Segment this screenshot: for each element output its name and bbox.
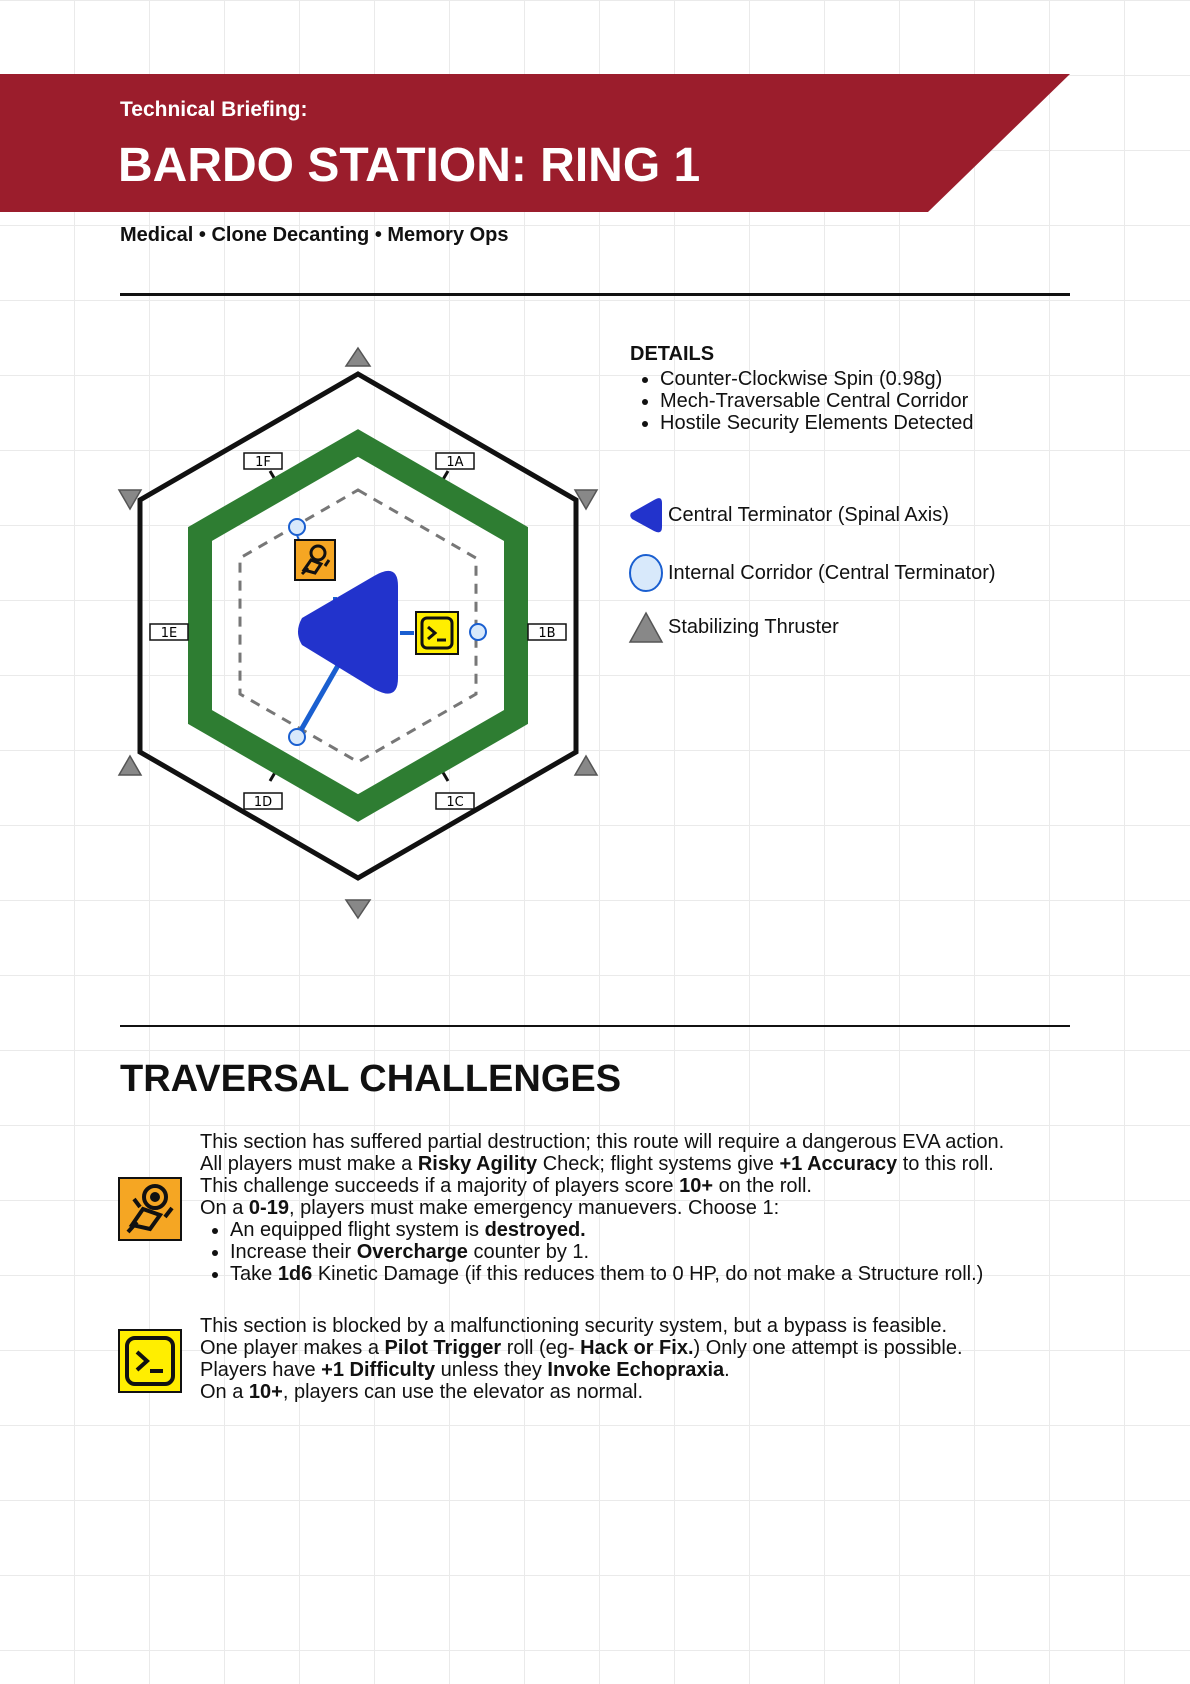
svg-text:1C: 1C	[446, 795, 464, 810]
challenge-option: • Increase their Overcharge counter by 1.	[230, 1241, 1080, 1263]
legend-item-thruster	[628, 611, 1088, 647]
details-list	[630, 368, 1050, 434]
corridor-node-icon	[470, 624, 486, 640]
legend-item-corridor	[628, 553, 1088, 589]
challenge-hack	[118, 1315, 1078, 1415]
eva-astronaut-icon	[118, 1177, 182, 1241]
section-label-1B	[528, 624, 566, 641]
details-item: • Mech-Traversable Central Corridor	[660, 390, 1050, 412]
eva-astronaut-icon	[295, 540, 335, 580]
corridor-node-icon	[289, 519, 305, 535]
details-item: • Counter-Clockwise Spin (0.98g)	[660, 368, 1050, 390]
section-title: TRAVERSAL CHALLENGES	[120, 1058, 622, 1100]
challenge-hack-text	[200, 1315, 1080, 1403]
challenge-line: This section has suffered partial destruction; this route will require a dangerous EVA action.	[200, 1131, 1005, 1153]
terminator-icon	[628, 497, 664, 533]
section-label-1E	[150, 624, 188, 641]
section-label-1A	[436, 453, 474, 470]
corridor-line	[297, 662, 340, 737]
corridor-node-icon	[289, 729, 305, 745]
details-item: • Hostile Security Elements Detected	[660, 412, 1050, 434]
central-terminator	[298, 571, 398, 694]
challenge-option: • Take 1d6 Kinetic Damage (if this reduces them to 0 HP, do not make a Structure roll.)	[230, 1263, 1080, 1285]
thruster-icon	[346, 348, 370, 366]
challenge-line: This challenge succeeds if a majority of players score 10+ on the roll.	[200, 1175, 812, 1197]
challenge-line: One player makes a Pilot Trigger roll (eg- Hack or Fix.) Only one attempt is possible.	[200, 1337, 963, 1359]
challenge-option: • An equipped flight system is destroyed.	[230, 1219, 1080, 1241]
legend-label: Stabilizing Thruster	[668, 616, 839, 638]
challenge-line: On a 0-19, players must make emergency manuevers. Choose 1:	[200, 1197, 780, 1219]
legend-label: Internal Corridor (Central Terminator)	[668, 562, 996, 584]
svg-text:1F: 1F	[255, 455, 271, 470]
challenge-eva	[118, 1131, 1078, 1291]
thruster-icon	[575, 756, 597, 775]
challenge-options	[200, 1219, 1080, 1285]
challenge-eva-text	[200, 1131, 1080, 1285]
svg-text:1D: 1D	[253, 795, 273, 810]
section-label-1C	[436, 793, 474, 810]
svg-text:1A: 1A	[446, 455, 464, 470]
terminal-icon	[416, 612, 458, 654]
svg-text:1B: 1B	[538, 626, 556, 641]
challenge-line: On a 10+, players can use the elevator as normal.	[200, 1381, 644, 1403]
section-label-1D	[244, 793, 282, 810]
station-tagline: Medical • Clone Decanting • Memory Ops	[120, 224, 509, 246]
legend-item-terminator	[628, 497, 1088, 533]
thruster-icon	[346, 900, 370, 918]
terminal-icon	[118, 1329, 182, 1393]
challenge-line: Players have +1 Difficulty unless they Invoke Echopraxia.	[200, 1359, 730, 1381]
divider-bottom	[120, 1025, 1070, 1027]
divider-top	[120, 293, 1070, 296]
details-heading: DETAILS	[630, 343, 715, 365]
page-title: BARDO STATION: RING 1	[118, 139, 701, 192]
thruster-icon	[119, 756, 141, 775]
corridor-node-icon	[628, 553, 664, 593]
station-ring-diagram	[110, 340, 610, 935]
thruster-icon	[628, 611, 664, 645]
challenge-line: This section is blocked by a malfunctioning security system, but a bypass is feasible.	[200, 1315, 948, 1337]
legend-label: Central Terminator (Spinal Axis)	[668, 504, 949, 526]
svg-text:1E: 1E	[160, 626, 178, 641]
section-label-1F	[244, 453, 282, 470]
briefing-eyebrow: Technical Briefing:	[120, 98, 308, 121]
details-panel	[630, 343, 1050, 434]
challenge-line: All players must make a Risky Agility Check; flight systems give +1 Accuracy to this roll.	[200, 1153, 994, 1175]
